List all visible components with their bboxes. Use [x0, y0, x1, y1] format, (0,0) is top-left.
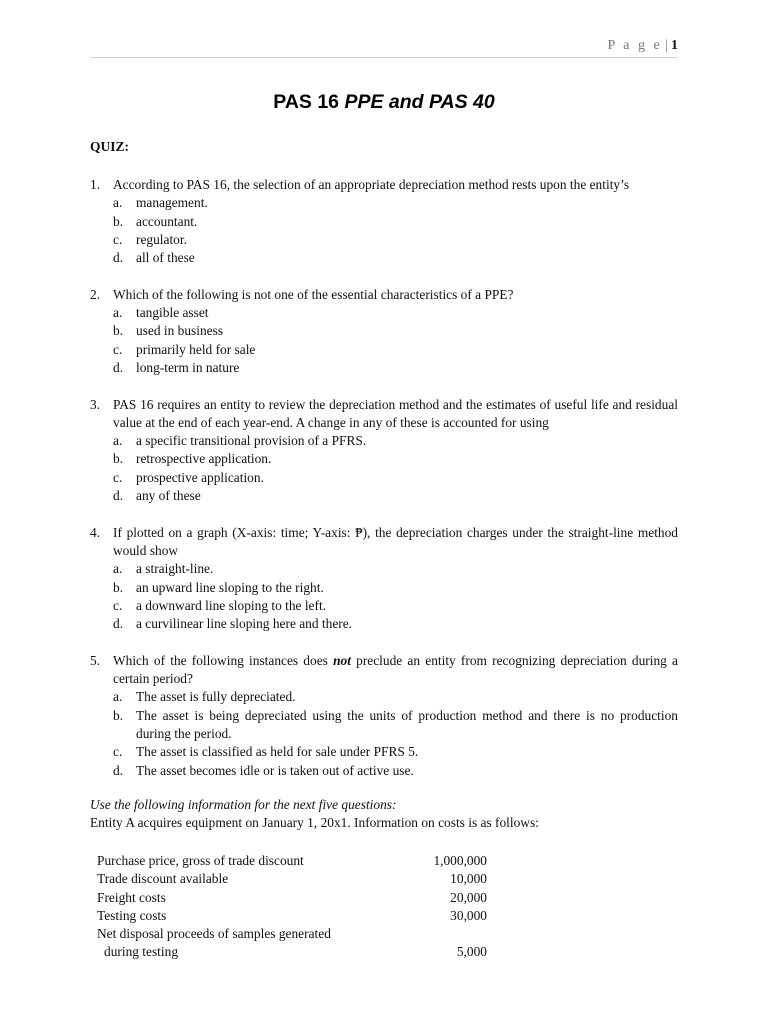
choice-text: tangible asset [136, 305, 209, 321]
answer-choice [113, 487, 678, 505]
choice-letter: c. [113, 231, 123, 247]
answer-choice [113, 249, 678, 267]
cost-row [97, 870, 487, 888]
cost-row [97, 943, 487, 961]
choice-text: The asset becomes idle or is taken out of active use. [136, 762, 414, 778]
info-line: Entity A acquires equipment on January 1, 20x1. Information on costs is as follows: [90, 815, 539, 830]
answer-choice [113, 341, 678, 359]
choice-letter: b. [113, 707, 124, 723]
cost-row [97, 852, 487, 870]
choice-text: accountant. [136, 213, 198, 229]
choice-text: The asset is being depreciated using the units of production method and there is no production during the period. [136, 707, 678, 741]
question-text-main: According to PAS 16, the selection of an appropriate depreciation method rests upon the entity’s [113, 177, 630, 192]
answer-choice [113, 762, 678, 780]
page-title [0, 91, 768, 114]
cost-label: Net disposal proceeds of samples generated [97, 926, 331, 942]
choice-text: used in business [136, 323, 224, 339]
title-italic: PPE and PAS 40 [344, 91, 495, 113]
choice-text: long-term in nature [136, 359, 240, 375]
choice-text: any of these [136, 488, 201, 504]
answer-choice [113, 579, 678, 597]
choice-text: prospective application. [136, 469, 264, 485]
question-5 [90, 652, 678, 780]
page-header [607, 38, 678, 54]
choice-text: primarily held for sale [136, 341, 256, 357]
question-text [113, 524, 678, 561]
answer-choice [113, 707, 678, 744]
page-separator: | [665, 38, 668, 53]
choice-letter: a. [113, 561, 123, 577]
question-number: 2. [90, 286, 101, 302]
choice-text: a specific transitional provision of a PFRS. [136, 433, 367, 449]
choice-letter: a. [113, 689, 123, 705]
choice-letter: d. [113, 762, 124, 778]
choice-letter: b. [113, 323, 124, 339]
question-list [90, 176, 678, 798]
choice-text: a curvilinear line sloping here and there. [136, 616, 353, 632]
choice-text: regulator. [136, 231, 187, 247]
choice-text: a downward line sloping to the left. [136, 597, 327, 613]
cost-label: Freight costs [97, 889, 166, 905]
choice-text: The asset is fully depreciated. [136, 689, 296, 705]
title-prefix: PAS 16 [273, 91, 345, 113]
page-number: 1 [671, 38, 678, 53]
choice-letter: c. [113, 469, 123, 485]
answer-choice [113, 615, 678, 633]
answer-choice [113, 450, 678, 468]
question-text [113, 396, 678, 433]
answer-choice [113, 304, 678, 322]
cost-row [97, 907, 487, 925]
answer-choice [113, 560, 678, 578]
choice-letter: b. [113, 579, 124, 595]
choice-text: The asset is classified as held for sale under PFRS 5. [136, 744, 419, 760]
answer-choice [113, 432, 678, 450]
question-4 [90, 524, 678, 634]
question-text-main: Which of the following instances does [113, 652, 328, 668]
page-word: P a g e [607, 38, 663, 53]
question-number: 1. [90, 177, 101, 192]
quiz-label: QUIZ: [90, 139, 130, 154]
choice-letter: d. [113, 488, 124, 504]
question-text-rest: preclude an entity from recognizing depreciation during a certain period? [113, 652, 679, 687]
cost-label: Testing costs [97, 907, 167, 923]
cost-row [97, 925, 487, 943]
choice-letter: d. [113, 616, 124, 632]
question-text [113, 176, 678, 194]
cost-value: 10,000 [450, 871, 487, 887]
answer-choice [113, 322, 678, 340]
question-number: 5. [90, 652, 101, 668]
question-text [113, 286, 678, 304]
cost-label: Purchase price, gross of trade discount [97, 853, 304, 868]
choice-letter: a. [113, 433, 123, 449]
question-1 [90, 176, 678, 267]
cost-value: 20,000 [450, 889, 487, 905]
question-text-main: PAS 16 requires an entity to review the depreciation method and the estimates of useful life and residual value at the end of each year-end. A change in any of these is accounted for using [113, 396, 678, 430]
question-3 [90, 396, 678, 506]
cost-value: 5,000 [456, 944, 487, 960]
question-number: 3. [90, 396, 101, 412]
choice-letter: d. [113, 250, 124, 266]
answer-choice [113, 597, 678, 615]
cost-label: Trade discount available [97, 871, 229, 887]
answer-choice [113, 231, 678, 249]
choice-text: all of these [136, 250, 195, 266]
choice-letter: a. [113, 305, 123, 321]
answer-choice [113, 194, 678, 212]
choice-text: a straight-line. [136, 561, 214, 577]
choice-letter: a. [113, 195, 123, 211]
question-text-main: Which of the following is not one of the essential characteristics of a PPE? [113, 286, 514, 302]
answer-choice [113, 469, 678, 487]
answer-choice [113, 688, 678, 706]
question-text-main: If plotted on a graph (X-axis: time; Y-axis: ₱), the depreciation charges under the straight-line method would show [113, 524, 678, 558]
answer-choice [113, 359, 678, 377]
header-rule [90, 57, 678, 58]
question-2 [90, 286, 678, 377]
answer-choice [113, 743, 678, 761]
cost-value: 1,000,000 [433, 853, 487, 868]
cost-label: during testing [104, 944, 179, 960]
answer-choice [113, 213, 678, 231]
choice-letter: b. [113, 451, 124, 467]
choice-letter: d. [113, 359, 124, 375]
cost-table [97, 852, 487, 962]
choice-letter: c. [113, 341, 123, 357]
choice-text: management. [136, 195, 208, 211]
question-text [113, 652, 678, 689]
choice-letter: c. [113, 597, 123, 613]
info-note: Use the following information for the next five questions: [90, 797, 397, 812]
question-emphasis: not [333, 652, 351, 668]
choice-text: retrospective application. [136, 451, 272, 467]
cost-value: 30,000 [450, 907, 487, 923]
cost-row [97, 889, 487, 907]
choice-letter: c. [113, 744, 123, 760]
choice-text: an upward line sloping to the right. [136, 579, 324, 595]
choice-letter: b. [113, 213, 124, 229]
question-number: 4. [90, 524, 101, 540]
